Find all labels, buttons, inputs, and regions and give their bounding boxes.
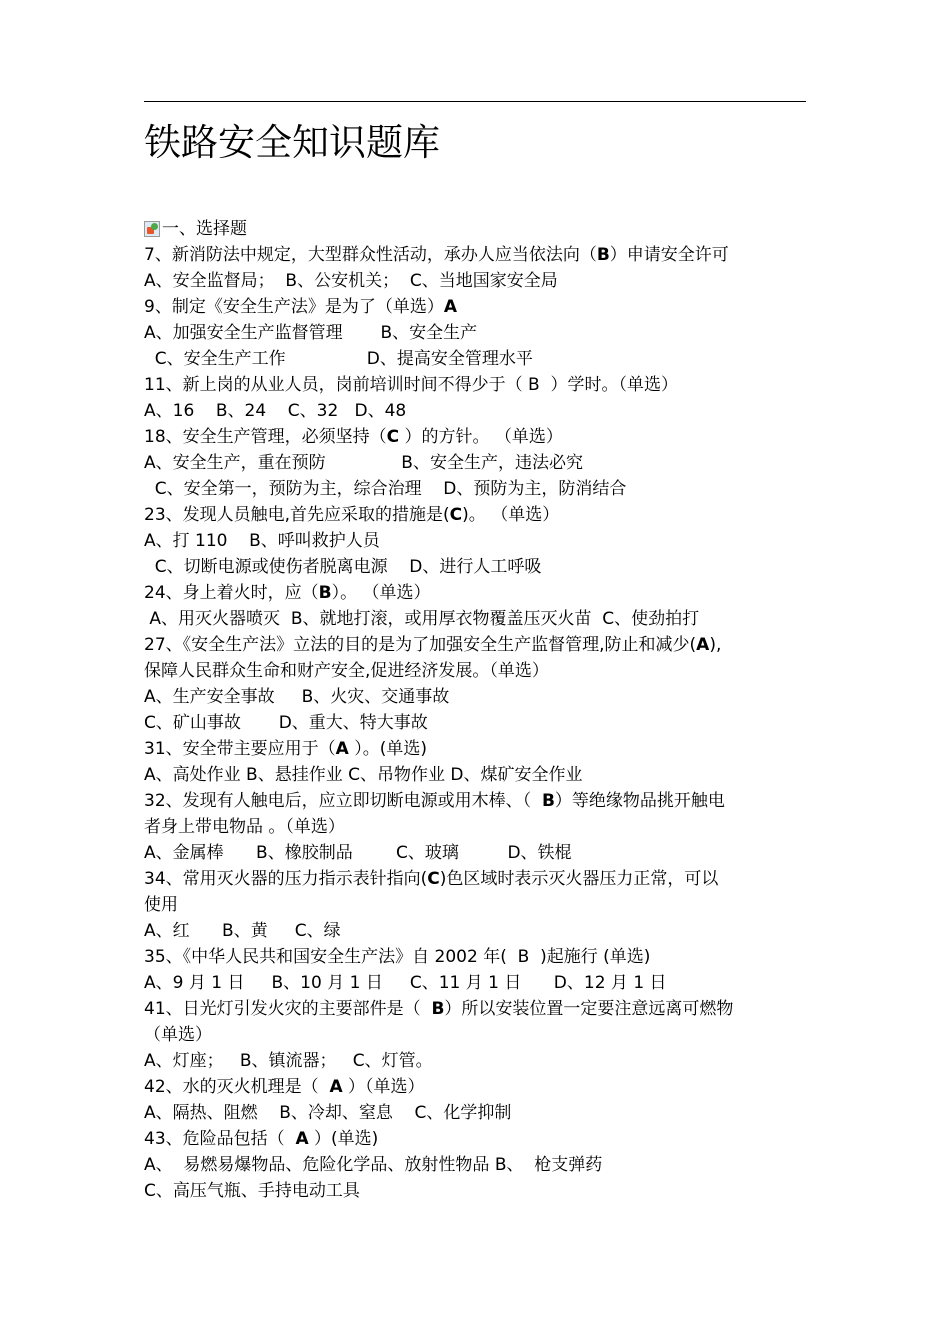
answer-letter: A	[329, 1077, 343, 1097]
line-text: A、用灭火器喷灭 B、就地打滚，或用厚衣物覆盖压灭火苗 C、使劲拍打	[144, 609, 700, 629]
line-text-tail: )。 （单选）	[462, 505, 560, 525]
line-text-tail: ）所以安装位置一定要注意远离可燃物	[444, 999, 734, 1019]
line-text: 使用	[144, 895, 178, 915]
answer-letter: A	[335, 739, 349, 759]
header-rule	[144, 101, 806, 102]
line-text: 31、安全带主要应用于（	[144, 739, 336, 759]
line-text: 32、发现有人触电后，应立即切断电源或用木棒、（	[144, 791, 542, 811]
question-line	[144, 502, 814, 528]
line-text: C、安全生产工作 D、提高安全管理水平	[144, 349, 533, 369]
line-text-tail: ）等绝缘物品挑开触电	[554, 791, 725, 811]
answer-letter: C	[386, 427, 400, 447]
line-text-tail: )色区域时表示灭火器压力正常，可以	[439, 869, 719, 889]
line-text: A、 易燃易爆物品、危险化学品、放射性物品 B、 枪支弹药	[144, 1155, 603, 1175]
line-text: 9、制定《安全生产法》是为了（单选）	[144, 297, 444, 317]
question-line	[144, 814, 814, 840]
line-text: 35、《中华人民共和国安全生产法》自 2002 年( B )起施行 (单选)	[144, 947, 651, 967]
line-text: 23、发现人员触电,首先应采取的措施是(	[144, 505, 450, 525]
question-line	[144, 320, 814, 346]
line-text-tail: ）。(单选)	[348, 739, 427, 759]
line-text-tail: ）（单选）	[342, 1077, 425, 1097]
line-text: A、加强安全生产监督管理 B、安全生产	[144, 323, 478, 343]
line-text: A、红 B、黄 C、绿	[144, 921, 341, 941]
line-text: A、金属棒 B、橡胶制品 C、玻璃 D、铁棍	[144, 843, 572, 863]
question-line	[144, 1100, 814, 1126]
question-line	[144, 996, 814, 1022]
line-text-tail: ）的方针。 （单选）	[399, 427, 563, 447]
question-line	[144, 658, 814, 684]
answer-letter: A	[696, 635, 710, 655]
question-line	[144, 788, 814, 814]
answer-letter: B	[596, 245, 610, 265]
line-text: C、矿山事故 D、重大、特大事故	[144, 713, 428, 733]
question-line	[144, 372, 814, 398]
question-line	[144, 242, 814, 268]
question-line	[144, 346, 814, 372]
question-line	[144, 580, 814, 606]
question-line	[144, 398, 814, 424]
question-line	[144, 528, 814, 554]
question-line	[144, 892, 814, 918]
question-line	[144, 476, 814, 502]
line-text-tail: ）。 （单选）	[331, 583, 431, 603]
question-line	[144, 840, 814, 866]
question-line	[144, 632, 814, 658]
question-line	[144, 918, 814, 944]
question-line	[144, 1074, 814, 1100]
line-text: A、9 月 1 日 B、10 月 1 日 C、11 月 1 日 D、12 月 1 日	[144, 973, 667, 993]
question-line	[144, 450, 814, 476]
question-line	[144, 710, 814, 736]
line-text: A、16 B、24 C、32 D、48	[144, 401, 407, 421]
question-line	[144, 1048, 814, 1074]
answer-letter: B	[318, 583, 332, 603]
line-text: 42、水的灭火机理是（	[144, 1077, 330, 1097]
line-text: 18、安全生产管理，必须坚持（	[144, 427, 387, 447]
line-text: C、高压气瓶、手持电动工具	[144, 1181, 360, 1201]
line-text: 保障人民群众生命和财产安全,促进经济发展。（单选）	[144, 661, 549, 681]
answer-letter: B	[431, 999, 445, 1019]
question-line	[144, 268, 814, 294]
line-text: A、高处作业 B、悬挂作业 C、吊物作业 D、煤矿安全作业	[144, 765, 583, 785]
question-line	[144, 1152, 814, 1178]
line-text-tail: ）申请安全许可	[609, 245, 729, 265]
line-text-tail: ）(单选)	[308, 1129, 379, 1149]
question-line	[144, 944, 814, 970]
line-text-tail: ),	[709, 635, 722, 655]
section-heading	[144, 216, 814, 242]
line-text: A、灯座； B、镇流器； C、灯管。	[144, 1051, 433, 1071]
question-line	[144, 294, 814, 320]
document-title: 铁路安全知识题库	[144, 121, 440, 164]
line-text: 11、新上岗的从业人员，岗前培训时间不得少于（ B ）学时。（单选）	[144, 375, 679, 395]
line-text: A、生产安全事故 B、火灾、交通事故	[144, 687, 450, 707]
question-line	[144, 1022, 814, 1048]
question-line	[144, 554, 814, 580]
broken-image-icon	[144, 221, 160, 237]
question-line	[144, 736, 814, 762]
answer-letter: A	[295, 1129, 309, 1149]
question-line	[144, 684, 814, 710]
line-text: A、安全监督局； B、公安机关； C、当地国家安全局	[144, 271, 558, 291]
line-text: （单选）	[144, 1025, 212, 1045]
answer-letter: A	[443, 297, 457, 317]
question-line	[144, 1126, 814, 1152]
question-line	[144, 762, 814, 788]
question-line	[144, 424, 814, 450]
question-line	[144, 970, 814, 996]
line-text: A、打 110 B、呼叫救护人员	[144, 531, 380, 551]
question-line	[144, 606, 814, 632]
line-text: A、安全生产，重在预防 B、安全生产，违法必究	[144, 453, 583, 473]
answer-letter: B	[541, 791, 555, 811]
line-text: 24、身上着火时，应（	[144, 583, 319, 603]
question-list	[144, 216, 814, 1204]
line-text: 43、危险品包括（	[144, 1129, 296, 1149]
line-text: 34、常用灭火器的压力指示表针指向(	[144, 869, 428, 889]
answer-letter: C	[449, 505, 463, 525]
line-text: 27、《安全生产法》立法的目的是为了加强安全生产监督管理,防止和减少(	[144, 635, 697, 655]
section-title: 一、选择题	[162, 219, 247, 239]
question-line	[144, 866, 814, 892]
line-text: 者身上带电物品 。（单选）	[144, 817, 345, 837]
line-text: 41、日光灯引发火灾的主要部件是（	[144, 999, 432, 1019]
question-line	[144, 1178, 814, 1204]
line-text: C、切断电源或使伤者脱离电源 D、进行人工呼吸	[144, 557, 542, 577]
line-text: 7、新消防法中规定，大型群众性活动，承办人应当依法向（	[144, 245, 597, 265]
line-text: C、安全第一，预防为主，综合治理 D、预防为主，防消结合	[144, 479, 627, 499]
answer-letter: C	[427, 869, 440, 889]
line-text: A、隔热、阻燃 B、冷却、窒息 C、化学抑制	[144, 1103, 512, 1123]
